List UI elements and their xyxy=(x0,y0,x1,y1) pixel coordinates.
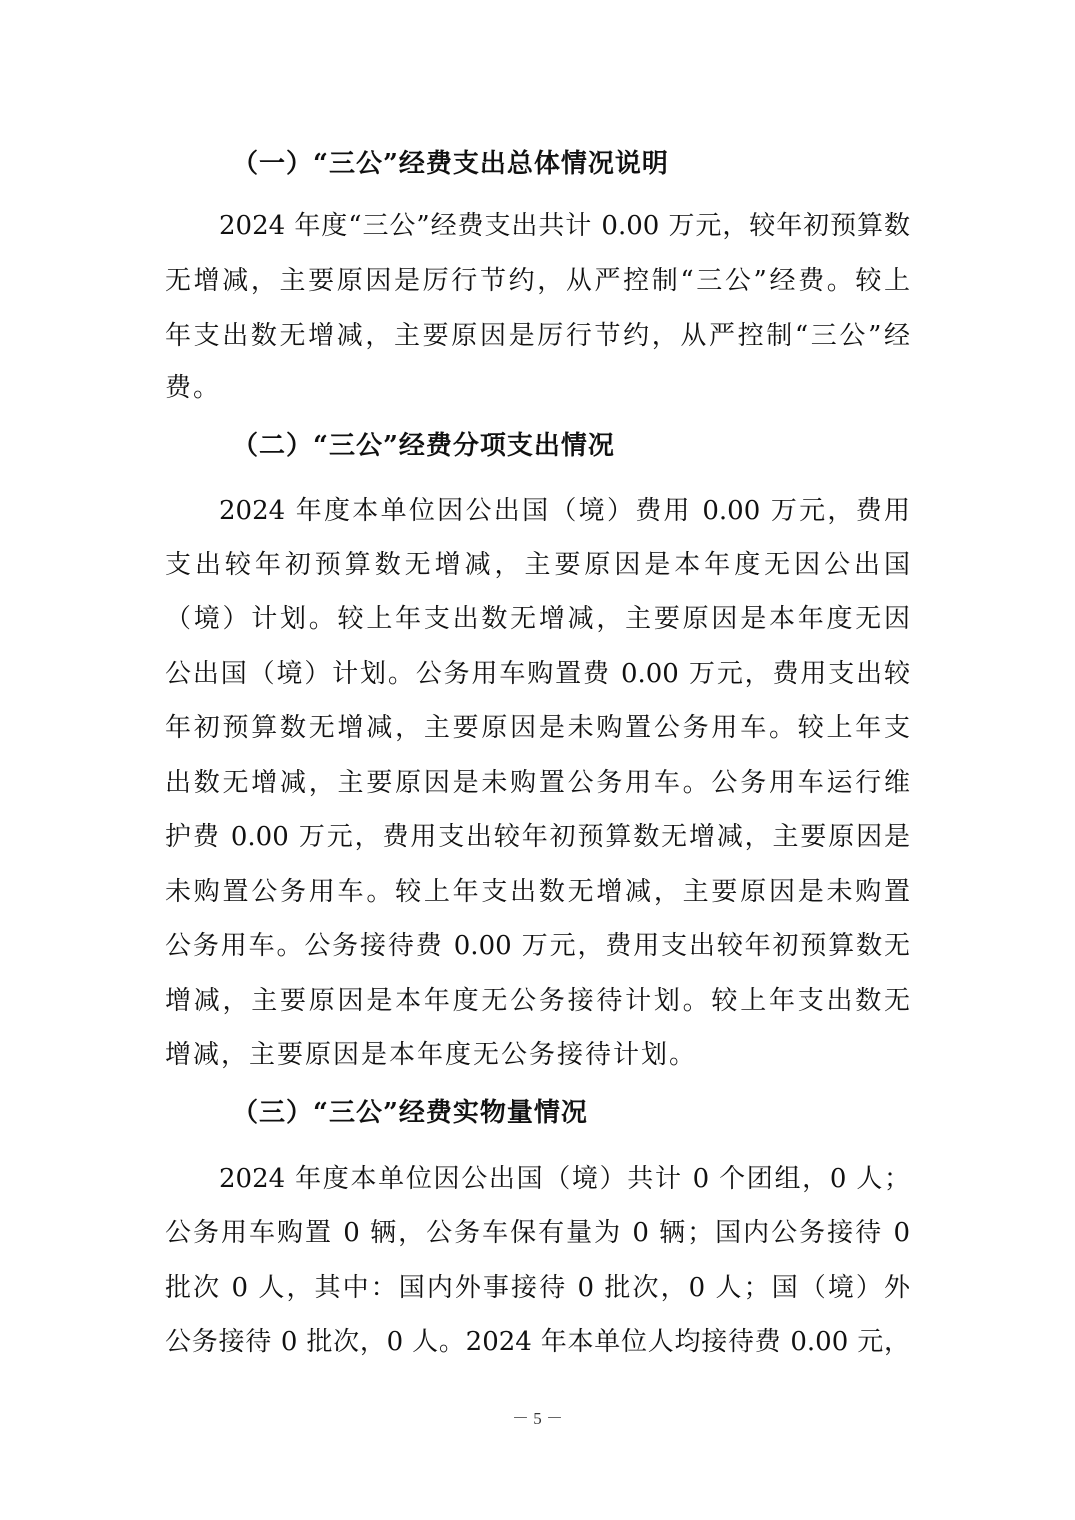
paragraph-line: 2024 年度本单位因公出国（境）共计 0 个团组，0 人； xyxy=(219,1164,910,1194)
paragraph-line: 公务用车。公务接待费 0.00 万元，费用支出较年初预算数无 xyxy=(165,931,910,961)
paragraph-line: 无增减，主要原因是厉行节约，从严控制“三公”经费。较上 xyxy=(165,266,910,296)
paragraph-line: 费。 xyxy=(165,373,222,403)
section-heading-3: （三）“三公”经费实物量情况 xyxy=(232,1098,588,1128)
page-number: － 5 － xyxy=(512,1409,563,1428)
paragraph-line: 2024 年度本单位因公出国（境）费用 0.00 万元，费用 xyxy=(219,496,910,526)
paragraph-line: 出数无增减，主要原因是未购置公务用车。公务用车运行维 xyxy=(165,768,910,798)
paragraph-line: 未购置公务用车。较上年支出数无增减，主要原因是未购置 xyxy=(165,877,910,907)
paragraph-line: 年初预算数无增减，主要原因是未购置公务用车。较上年支 xyxy=(165,713,910,743)
paragraph-line: 护费 0.00 万元，费用支出较年初预算数无增减，主要原因是 xyxy=(165,822,910,852)
paragraph-line: 支出较年初预算数无增减，主要原因是本年度无因公出国 xyxy=(165,550,910,580)
paragraph-line: 增减，主要原因是本年度无公务接待计划。较上年支出数无 xyxy=(165,986,910,1016)
paragraph-line: （境）计划。较上年支出数无增减，主要原因是本年度无因 xyxy=(165,604,910,634)
paragraph-line: 公务用车购置 0 辆，公务车保有量为 0 辆；国内公务接待 0 xyxy=(165,1218,910,1248)
paragraph-line: 公务接待 0 批次，0 人。2024 年本单位人均接待费 0.00 元， xyxy=(165,1327,910,1357)
paragraph-line: 公出国（境）计划。公务用车购置费 0.00 万元，费用支出较 xyxy=(165,659,910,689)
paragraph-line: 增减，主要原因是本年度无公务接待计划。 xyxy=(165,1040,698,1070)
paragraph-line: 2024 年度“三公”经费支出共计 0.00 万元，较年初预算数 xyxy=(219,211,910,241)
paragraph-line: 年支出数无增减，主要原因是厉行节约，从严控制“三公”经 xyxy=(165,321,910,351)
section-heading-2: （二）“三公”经费分项支出情况 xyxy=(232,431,615,461)
paragraph-line: 批次 0 人，其中：国内外事接待 0 批次，0 人；国（境）外 xyxy=(165,1273,910,1303)
section-heading-1: （一）“三公”经费支出总体情况说明 xyxy=(232,149,669,179)
